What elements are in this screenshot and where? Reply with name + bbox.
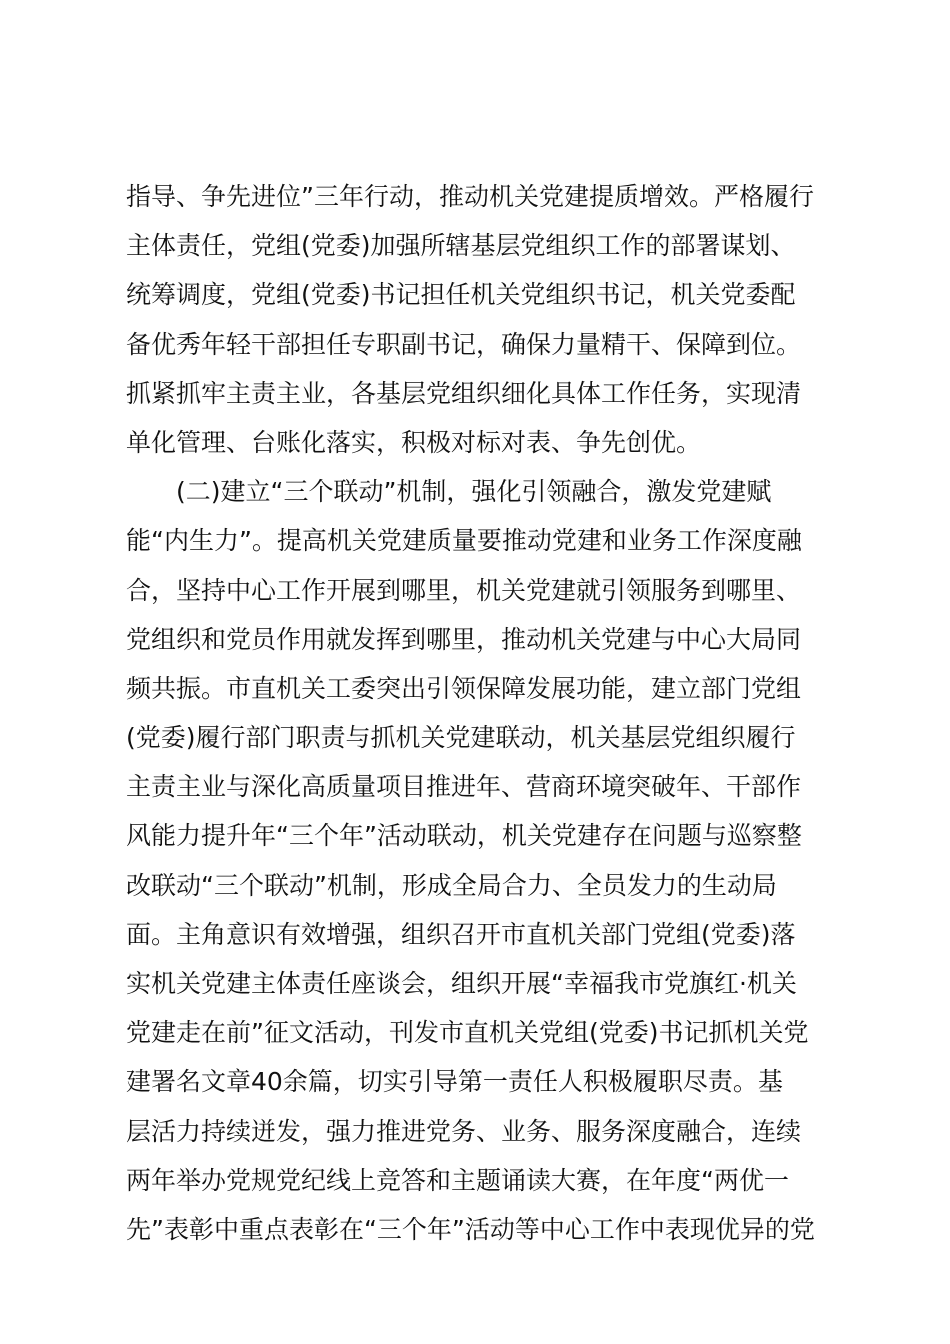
text-line: 单化管理、台账化落实，积极对标对表、争先创优。	[126, 427, 702, 457]
text-line: 抓紧抓牢主责主业，各基层党组织细化具体工作任务，实现清	[126, 378, 802, 408]
text-line: 合，坚持中心工作开展到哪里，机关党建就引领服务到哪里、	[126, 575, 802, 605]
text-line: 改联动“三个联动”机制，形成全局合力、全员发力的生动局	[126, 870, 777, 900]
text-line: 实机关党建主体责任座谈会，组织开展“幸福我市党旗红·机关	[126, 969, 797, 998]
text-line: 党建走在前”征文活动，刊发市直机关党组(党委)书记抓机关党	[126, 1018, 809, 1048]
text-line: 两年举办党规党纪线上竞答和主题诵读大赛，在年度“两优一	[126, 1165, 789, 1195]
text-line: (党委)履行部门职责与抓机关党建联动，机关基层党组织履行	[126, 723, 796, 753]
text-line: 统筹调度，党组(党委)书记担任机关党组织书记，机关党委配	[126, 280, 796, 310]
text-line: 层活力持续迸发，强力推进党务、业务、服务深度融合，连续	[126, 1116, 802, 1146]
section-heading-line: (二)建立“三个联动”机制，强化引领融合，激发党建赋	[176, 477, 772, 507]
text-line: 建署名文章40余篇，切实引导第一责任人积极履职尽责。基	[126, 1067, 783, 1097]
text-line: 党组织和党员作用就发挥到哪里，推动机关党建与中心大局同	[126, 624, 802, 654]
text-line: 备优秀年轻干部担任专职副书记，确保力量精干、保障到位。	[126, 329, 802, 359]
text-line: 先”表彰中重点表彰在“三个年”活动等中心工作中表现优异的党	[126, 1214, 815, 1244]
text-line: 风能力提升年“三个年”活动联动，机关党建存在问题与巡察整	[126, 821, 802, 851]
text-line: 主责主业与深化高质量项目推进年、营商环境突破年、干部作	[126, 772, 802, 802]
text-line: 主体责任，党组(党委)加强所辖基层党组织工作的部署谋划、	[126, 231, 796, 261]
text-line: 频共振。市直机关工委突出引领保障发展功能，建立部门党组	[126, 673, 802, 703]
body-text	[126, 172, 830, 1254]
text-line: 指导、争先进位”三年行动，推动机关党建提质增效。严格履行	[126, 182, 814, 211]
text-line: 面。主角意识有效增强，组织召开市直机关部门党组(党委)落	[126, 919, 796, 949]
text-line: 能“内生力”。提高机关党建质量要推动党建和业务工作深度融	[126, 526, 802, 556]
